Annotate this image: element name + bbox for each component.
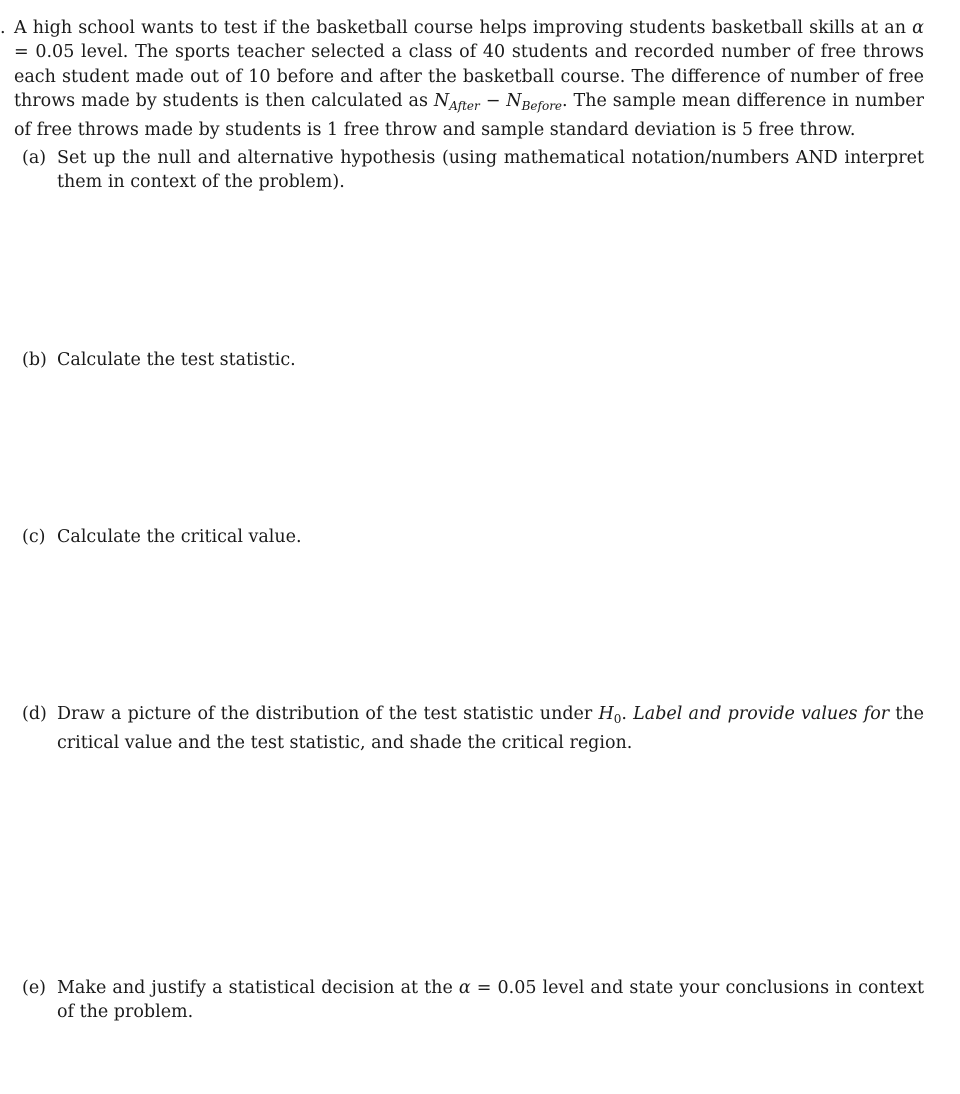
- before-subscript: Before: [521, 98, 563, 113]
- n-after-symbol: N: [433, 90, 450, 111]
- problem-intro-text: A high school wants to test if the basketball course helps improving students basketball skills at an: [14, 18, 907, 38]
- part-b-text: Calculate the test statistic.: [57, 350, 296, 370]
- part-d-text-2: .: [621, 704, 634, 724]
- part-e-text-2: = 0.05 level and state your conclusions in context of the problem.: [57, 978, 924, 1023]
- after-subscript: After: [449, 98, 480, 113]
- problem-intro-text-3: . The sample mean difference in number of free throws made by students is 1 free throw and sample standard deviation is 5 free throw.: [14, 90, 924, 141]
- alpha-symbol-e: α: [458, 978, 471, 998]
- part-d-emphasis: Label and provide values for: [633, 704, 890, 724]
- part-c-label: (c): [22, 527, 46, 547]
- part-b: [22, 348, 924, 372]
- part-d-text: [57, 702, 924, 756]
- h-zero-symbol: H: [598, 704, 614, 724]
- part-a-text: Set up the null and alternative hypothesis (using mathematical notation/numbers AND interpret them in context of the problem).: [57, 148, 924, 193]
- part-e-text-1: Make and justify a statistical decision at the: [57, 978, 459, 998]
- part-e-text: [57, 976, 924, 1025]
- part-a: [22, 146, 924, 195]
- part-d-text-3: the critical value and the test statistic, and shade the critical region.: [57, 704, 924, 754]
- part-c-text: Calculate the critical value.: [57, 527, 302, 547]
- problem-intro-text-2: = 0.05 level. The sports teacher selected a class of 40 students and recorded number of free throws each student made out of 10 before and after the basketball course. The difference of number of free throws made by students is then calculated as: [14, 42, 924, 111]
- part-e: [22, 976, 924, 1025]
- part-d-text-1: Draw a picture of the distribution of the test statistic under: [57, 704, 599, 724]
- part-a-label: (a): [22, 148, 47, 168]
- problem-number-dot: .: [0, 18, 6, 38]
- part-c: [22, 525, 924, 549]
- n-before-symbol: N: [506, 90, 522, 111]
- h-zero-subscript: 0: [613, 712, 622, 726]
- part-e-label: (e): [22, 978, 47, 998]
- part-d: [22, 702, 924, 756]
- alpha-symbol: α: [912, 18, 924, 38]
- minus-sign: −: [479, 90, 507, 111]
- problem-statement: [14, 16, 924, 142]
- part-d-label: (d): [22, 704, 47, 724]
- part-b-label: (b): [22, 350, 47, 370]
